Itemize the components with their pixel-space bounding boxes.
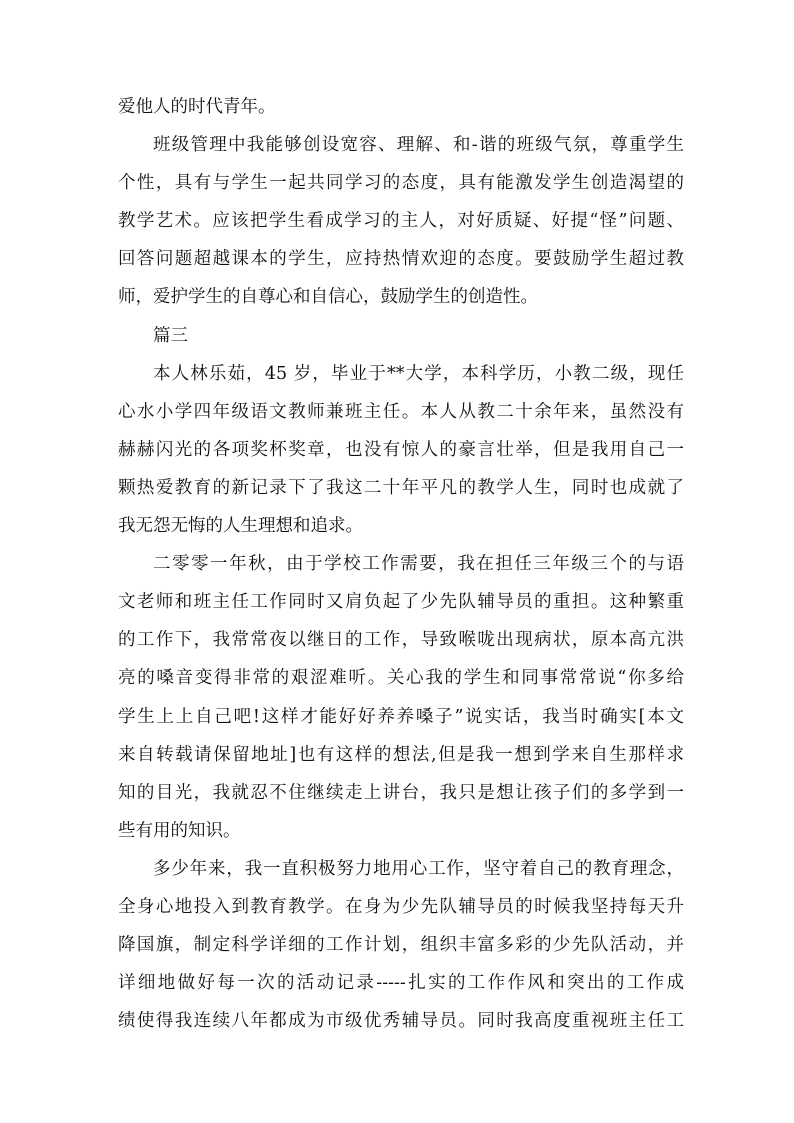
text-line: 赫赫闪光的各项奖杯奖章，也没有惊人的豪言壮举，但是我用自己一 xyxy=(118,439,684,460)
text-line: 多少年来，我一直积极努力地用心工作，坚守着自己的教育理念， xyxy=(153,858,684,879)
text-line: 教学艺术。应该把学生看成学习的主人，对好质疑、好提“怪”问题、 xyxy=(118,211,684,232)
text-line: 个性，具有与学生一起共同学习的态度，具有能激发学生创造渴望的 xyxy=(118,173,684,194)
text-line: 班级管理中我能够创设宽容、理解、和-谐的班级气氛，尊重学生 xyxy=(153,135,684,156)
text-line: 全身心地投入到教育教学。在身为少先队辅导员的时候我坚持每天升 xyxy=(118,896,684,917)
text-line: 详细地做好每一次的活动记录-----扎实的工作作风和突出的工作成 xyxy=(118,973,684,994)
text-line: 我无怨无悔的人生理想和追求。 xyxy=(118,516,363,537)
text-line: 亮的嗓音变得非常的艰涩难听。关心我的学生和同事常常说“你多给 xyxy=(118,668,684,689)
document-body xyxy=(118,88,684,1040)
text-line: 知的目光，我就忍不住继续走上讲台，我只是想让孩子们的多学到一 xyxy=(118,782,684,803)
text-line: 回答问题超越课本的学生，应持热情欢迎的态度。要鼓励学生超过教 xyxy=(118,249,684,270)
text-line: 些有用的知识。 xyxy=(118,820,241,841)
text-line: 文老师和班主任工作同时又肩负起了少先队辅导员的重担。这种繁重 xyxy=(118,592,684,613)
text-line: 师，爱护学生的自尊心和自信心，鼓励学生的创造性。 xyxy=(118,287,538,308)
text-line: 来自转载请保留地址]也有这样的想法,但是我一想到学来自生那样求 xyxy=(118,744,684,765)
text-line: 本人林乐茹，45 岁，毕业于**大学，本科学历，小教二级，现任 xyxy=(153,363,684,384)
text-line: 颗热爱教育的新记录下了我这二十年平凡的教学人生，同时也成就了 xyxy=(118,477,684,498)
text-line: 的工作下，我常常夜以继日的工作，导致喉咙出现病状，原本高亢洪 xyxy=(118,630,684,651)
text-line: 心水小学四年级语文教师兼班主任。本人从教二十余年来，虽然没有 xyxy=(118,401,684,422)
text-line: 降国旗，制定科学详细的工作计划，组织丰富多彩的少先队活动，并 xyxy=(118,935,684,956)
text-line: 学生上上自己吧!这样才能好好养养嗓子”说实话，我当时确实[本文 xyxy=(118,706,684,727)
text-line: 二零零一年秋，由于学校工作需要，我在担任三年级三个的与语 xyxy=(153,554,684,575)
text-line: 篇三 xyxy=(153,325,188,346)
text-line: 绩使得我连续八年都成为市级优秀辅导员。同时我高度重视班主任工 xyxy=(118,1011,684,1032)
text-line: 爱他人的时代青年。 xyxy=(118,97,276,117)
